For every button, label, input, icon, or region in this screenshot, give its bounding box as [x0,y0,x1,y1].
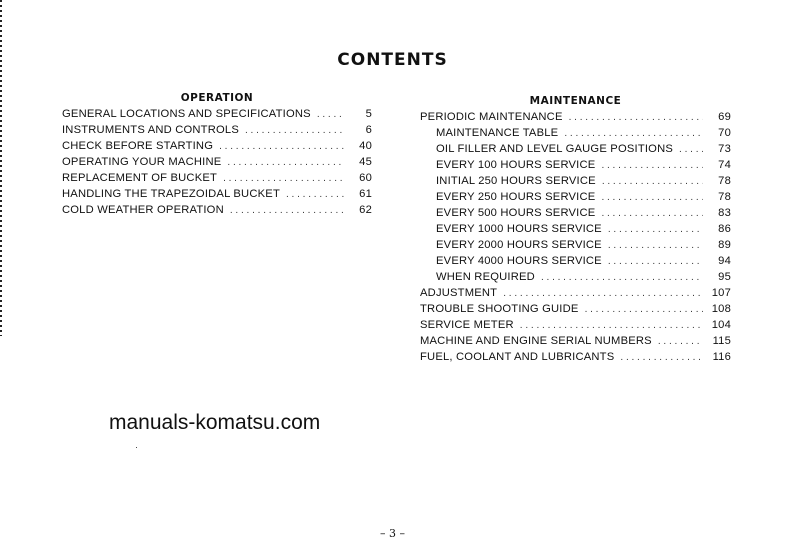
dot-leader [679,142,703,158]
toc-subentry[interactable] [420,237,731,253]
toc-entry-label: COLD WEATHER OPERATION [62,204,224,216]
toc-entry-label: OPERATING YOUR MACHINE [62,156,222,168]
dot-leader [223,171,344,187]
toc-section-operation [62,91,372,218]
dot-leader [569,110,703,126]
toc-entry-page: 70 [718,127,731,139]
toc-subentry[interactable] [420,189,731,205]
dot-leader [520,318,703,334]
dot-leader [608,238,703,254]
toc-entry-label: TROUBLE SHOOTING GUIDE [420,303,579,315]
toc-entry[interactable] [62,170,372,186]
toc-section-maintenance [420,94,731,365]
toc-entry-label: REPLACEMENT OF BUCKET [62,172,218,184]
toc-entry[interactable] [62,202,372,218]
scan-speck [136,447,137,448]
toc-entry-page: 62 [359,204,372,216]
toc-entry-page: 60 [359,172,372,184]
toc-entry-page: 45 [359,156,372,168]
dot-leader [286,187,344,203]
toc-entry-label: ADJUSTMENT [420,287,498,299]
dot-leader [608,222,703,238]
toc-entry-label: EVERY 100 HOURS SERVICE [436,159,596,171]
toc-entry[interactable] [420,109,731,125]
toc-subentry[interactable] [420,221,731,237]
dot-leader [601,190,703,206]
toc-entry-page: 40 [359,140,372,152]
dot-leader [564,126,703,142]
dot-leader [602,174,703,190]
toc-subentry[interactable] [420,157,731,173]
toc-entry-page: 104 [711,319,731,331]
toc-entry-page: 83 [718,207,731,219]
dot-leader [230,203,344,219]
toc-entry[interactable] [62,138,372,154]
toc-entry-label: INITIAL 250 HOURS SERVICE [436,175,596,187]
toc-entry-page: 108 [711,303,731,315]
toc-entry-label: EVERY 500 HOURS SERVICE [436,207,596,219]
dot-leader [541,270,703,286]
toc-entry[interactable] [62,154,372,170]
dot-leader [620,350,703,366]
dot-leader [601,206,703,222]
toc-subentry[interactable] [420,173,731,189]
toc-entry-label: SERVICE METER [420,319,514,331]
toc-entry-label: HANDLING THE TRAPEZOIDAL BUCKET [62,188,280,200]
toc-entry-label: PERIODIC MAINTENANCE [420,111,563,123]
toc-entry-page: 74 [718,159,731,171]
dot-leader [658,334,703,350]
toc-entry[interactable] [420,349,731,365]
toc-entry-page: 115 [712,335,731,347]
toc-entry-label: CHECK BEFORE STARTING [62,140,214,152]
dot-leader [317,107,344,123]
toc-entry-label: INSTRUMENTS AND CONTROLS [62,124,239,136]
toc-entry-page: 78 [718,191,731,203]
toc-subentry[interactable] [420,141,731,157]
dot-leader [503,286,703,302]
page-number: – 3 – [380,527,405,540]
dot-leader [245,123,344,139]
toc-entry-label: MAINTENANCE TABLE [436,127,559,139]
toc-entry-label: WHEN REQUIRED [436,271,535,283]
toc-entry-label: OIL FILLER AND LEVEL GAUGE POSITIONS [436,143,674,155]
toc-entry-page: 116 [712,351,731,363]
section-heading-operation: OPERATION [180,92,254,104]
toc-entry-page: 94 [718,255,731,267]
toc-entry-label: EVERY 4000 HOURS SERVICE [436,255,602,267]
toc-entry-page: 95 [718,271,731,283]
toc-entry[interactable] [420,301,731,317]
toc-entry-page: 5 [365,108,372,120]
toc-entry-page: 69 [718,111,731,123]
toc-entry-label: EVERY 250 HOURS SERVICE [436,191,596,203]
toc-entry-label: EVERY 2000 HOURS SERVICE [436,239,602,251]
toc-subentry[interactable] [420,205,731,221]
toc-entry-page: 6 [365,124,372,136]
dot-leader [227,155,344,171]
toc-entry[interactable] [420,285,731,301]
toc-subentry[interactable] [420,269,731,285]
toc-entry[interactable] [62,106,372,122]
dot-leader [608,254,703,270]
toc-entry[interactable] [62,122,372,138]
toc-entry-label: MACHINE AND ENGINE SERIAL NUMBERS [420,335,652,347]
toc-entry-label: EVERY 1000 HOURS SERVICE [436,223,602,235]
toc-entry-label: FUEL, COOLANT AND LUBRICANTS [420,351,615,363]
toc-entry[interactable] [420,317,731,333]
toc-entry-page: 107 [711,287,731,299]
toc-entry-page: 78 [718,175,731,187]
toc-entry-page: 89 [718,239,731,251]
section-heading-maintenance: MAINTENANCE [529,95,622,107]
toc-entry-page: 73 [718,143,731,155]
toc-subentry[interactable] [420,125,731,141]
toc-entry-page: 61 [359,188,372,200]
dot-leader [601,158,703,174]
page-title: CONTENTS [337,50,448,70]
dot-leader [219,139,344,155]
toc-entry-label: GENERAL LOCATIONS AND SPECIFICATIONS [62,108,311,120]
dot-leader [585,302,703,318]
toc-entry[interactable] [62,186,372,202]
toc-entry-page: 86 [718,223,731,235]
toc-subentry[interactable] [420,253,731,269]
toc-entry[interactable] [420,333,731,349]
watermark-text: manuals-komatsu.com [109,411,321,434]
